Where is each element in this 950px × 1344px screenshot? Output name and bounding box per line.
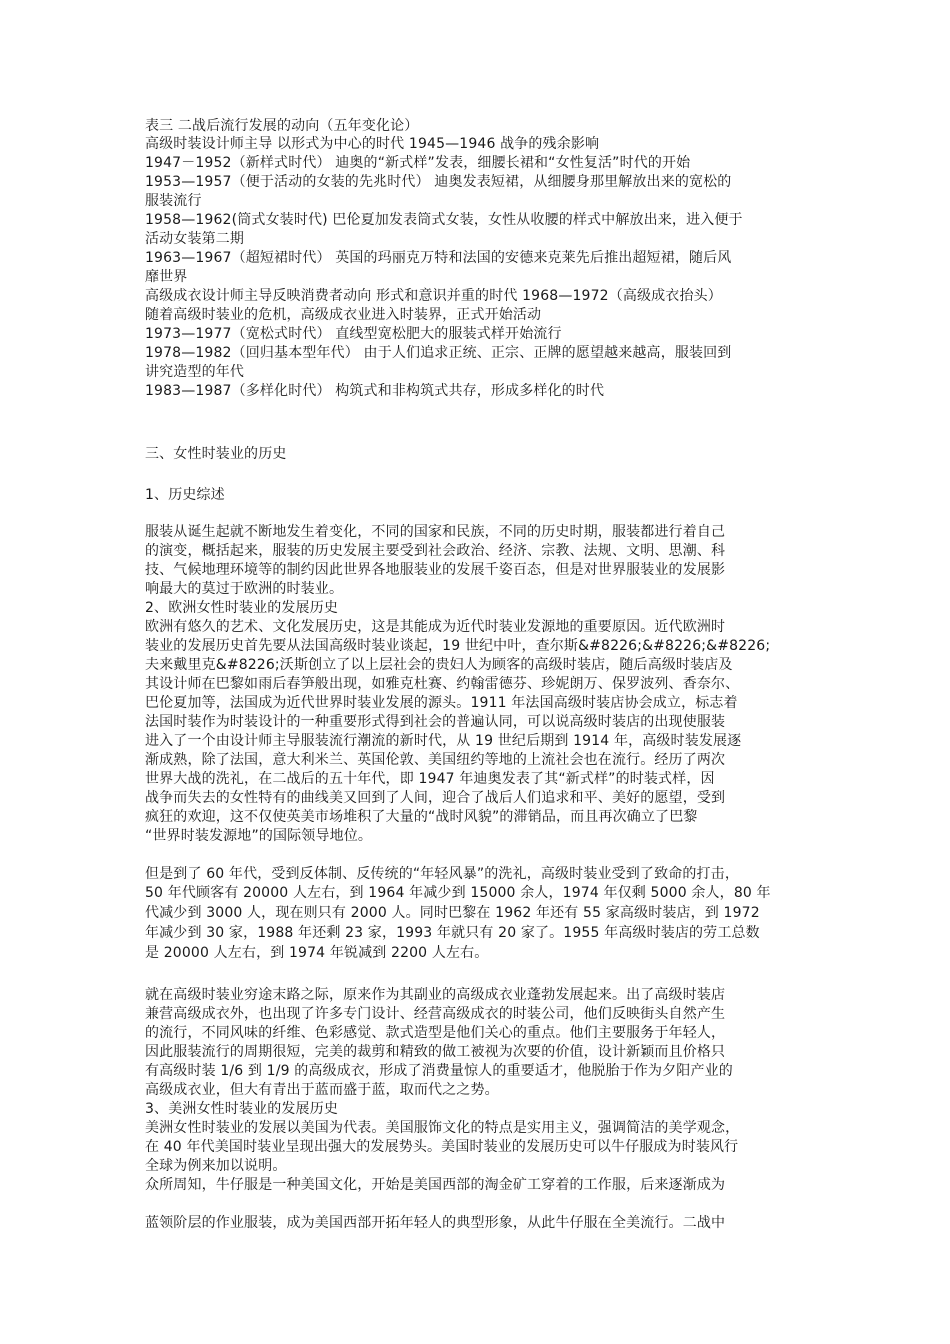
paragraph-line: 技、气候地理环境等的制约因此世界各地服装业的发展千姿百态，但是对世界服装业的发展影 (145, 562, 726, 578)
paragraph-line: 法国时装作为时装设计的一种重要形式得到社会的普遍认同，可以说高级时装店的出现使服装 (145, 714, 726, 730)
table-row-text: 高级时装设计师主导 以形式为中心的时代 1945—1946 战争的残余影响 (145, 136, 600, 152)
table-row-text: 活动女装第二期 (145, 231, 245, 247)
paragraph-line: 蓝领阶层的作业服装，成为美国西部开拓年轻人的典型形象，从此牛仔服在全美流行。二战中 (145, 1215, 726, 1231)
paragraph-line: 其设计师在巴黎如雨后春笋般出现，如雅克杜赛、约翰雷德芬、珍妮朗万、保罗波列、香奈尔、 (145, 676, 740, 692)
paragraph-line: 但是到了 60 年代，受到反体制、反传统的“年轻风暴”的洗礼，高级时装业受到了致命的打击， (145, 866, 739, 882)
paragraph-line: 夫来戴里克&#8226;沃斯创立了以上层社会的贵妇人为顾客的高级时装店，随后高级时装店及 (145, 657, 733, 673)
subsection-heading: 2、欧洲女性时装业的发展历史 (145, 600, 339, 616)
section-heading: 三、女性时装业的历史 (145, 446, 287, 462)
table-row-text: 1973—1977（宽松式时代） 直线型宽松肥大的服装式样开始流行 (145, 326, 562, 342)
paragraph-line: 高级成衣业，但大有青出于蓝而盛于蓝，取而代之之势。 (145, 1082, 499, 1098)
subsection-heading: 美洲女性时装业的发展以美国为代表。美国服饰文化的特点是实用主义，强调简洁的美学观念， (145, 1120, 740, 1136)
table-row-text: 1958—1962(筒式女装时代) 巴伦夏加发表筒式女装，女性从收腰的样式中解放出来，进入便于 (145, 212, 743, 228)
paragraph-line: 兼营高级成衣外，也出现了许多专门设计、经营高级成衣的时装公司，他们反映街头自然产生 (145, 1006, 726, 1022)
paragraph-line: 代减少到 3000 人，现在则只有 2000 人。同时巴黎在 1962 年还有 55 家高级时装店，到 1972 (145, 905, 760, 921)
paragraph-line: 因此服装流行的周期很短，完美的裁剪和精致的做工被视为次要的价值，设计新颖而且价格只 (145, 1044, 726, 1060)
paragraph-line: 就在高级时装业穷途末路之际，原来作为其副业的高级成衣业蓬勃发展起来。出了高级时装店 (145, 987, 726, 1003)
paragraph-line: 渐成熟，除了法国，意大利米兰、英国伦敦、美国纽约等地的上流社会也在流行。经历了两次 (145, 752, 726, 768)
paragraph-line: 50 年代顾客有 20000 人左右，到 1964 年减少到 15000 余人，1974 年仅剩 5000 余人，80 年 (145, 885, 771, 901)
table-row-text: 随着高级时装业的危机，高级成衣业进入时装界，正式开始活动 (145, 307, 542, 323)
paragraph-line: 是 20000 人左右，到 1974 年锐减到 2200 人左右。 (145, 945, 489, 961)
paragraph-line: 服装从诞生起就不断地发生着变化，不同的国家和民族，不同的历史时期，服装都进行着自己 (145, 524, 726, 540)
paragraph-line: 响最大的莫过于欧洲的时装业。 (145, 581, 344, 597)
paragraph-line: 巴伦夏加等，法国成为近代世界时装业发展的源头。1911 年法国高级时装店协会成立，标志着 (145, 695, 738, 711)
subsection-heading: 1、历史综述 (145, 487, 225, 503)
paragraph-line: 3、美洲女性时装业的发展历史 (145, 1101, 339, 1117)
table-caption: 表三 二战后流行发展的动向（五年变化论） (145, 118, 419, 134)
paragraph-line: 疯狂的欢迎，这不仅使英美市场堆积了大量的“战时风貌”的滞销品，而且再次确立了巴黎 (145, 809, 698, 825)
paragraph-line: 装业的发展历史首先要从法国高级时装业谈起，19 世纪中叶，查尔斯&#8226;&#8226;&#8226; (145, 638, 771, 654)
paragraph-line: 战争而失去的女性特有的曲线美又回到了人间，迎合了战后人们追求和平、美好的愿望，受到 (145, 790, 726, 806)
paragraph-line: 的演变，概括起来，服装的历史发展主要受到社会政治、经济、宗教、法规、文明、思潮、科 (145, 543, 726, 559)
paragraph-line: 全球为例来加以说明。 (145, 1158, 287, 1174)
table-row-text: 服装流行 (145, 193, 202, 209)
table-row-text: 1978—1982（回归基本型年代） 由于人们追求正统、正宗、正牌的愿望越来越高，服装回到 (145, 345, 732, 361)
paragraph-line: 在 40 年代美国时装业呈现出强大的发展势头。美国时装业的发展历史可以牛仔服成为时装风行 (145, 1139, 739, 1155)
paragraph-line: “世界时装发源地”的国际领导地位。 (145, 828, 373, 844)
table-row-text: 1963—1967（超短裙时代） 英国的玛丽克万特和法国的安德来克莱先后推出超短裙，随后风 (145, 250, 732, 266)
paragraph-line: 年减少到 30 家，1988 年还剩 23 家，1993 年就只有 20 家了。1955 年高级时装店的劳工总数 (145, 925, 760, 941)
table-row-text: 靡世界 (145, 269, 188, 285)
table-row-text: 1953—1957（便于活动的女装的先兆时代） 迪奥发表短裙，从细腰身那里解放出来的宽松的 (145, 174, 732, 190)
table-row-text: 1983—1987（多样化时代） 构筑式和非构筑式共存，形成多样化的时代 (145, 383, 605, 399)
table-row-text: 1947－1952（新样式时代） 迪奥的“新式样”发表，细腰长裙和“女性复活”时代的开始 (145, 155, 691, 171)
paragraph-line: 的流行，不同风味的纤维、色彩感觉、款式造型是他们关心的重点。他们主要服务于年轻人， (145, 1025, 726, 1041)
paragraph-line: 众所周知，牛仔服是一种美国文化，开始是美国西部的淘金矿工穿着的工作服，后来逐渐成为 (145, 1177, 726, 1193)
table-row-text: 高级成衣设计师主导反映消费者动向 形式和意识并重的时代 1968—1972（高级成衣抬头） (145, 288, 722, 304)
paragraph-line: 有高级时装 1/6 到 1/9 的高级成衣，形成了消费量惊人的重要适才，他脱胎于作为夕阳产业的 (145, 1063, 733, 1079)
paragraph-line: 世界大战的洗礼，在二战后的五十年代，即 1947 年迪奥发表了其“新式样”的时装式样，因 (145, 771, 715, 787)
paragraph-line: 进入了一个由设计师主导服装流行潮流的新时代，从 19 世纪后期到 1914 年，高级时装发展逐 (145, 733, 742, 749)
paragraph-line: 欧洲有悠久的艺术、文化发展历史，这是其能成为近代时装业发源地的重要原因。近代欧洲时 (145, 619, 726, 635)
table-row-text: 讲究造型的年代 (145, 364, 245, 380)
